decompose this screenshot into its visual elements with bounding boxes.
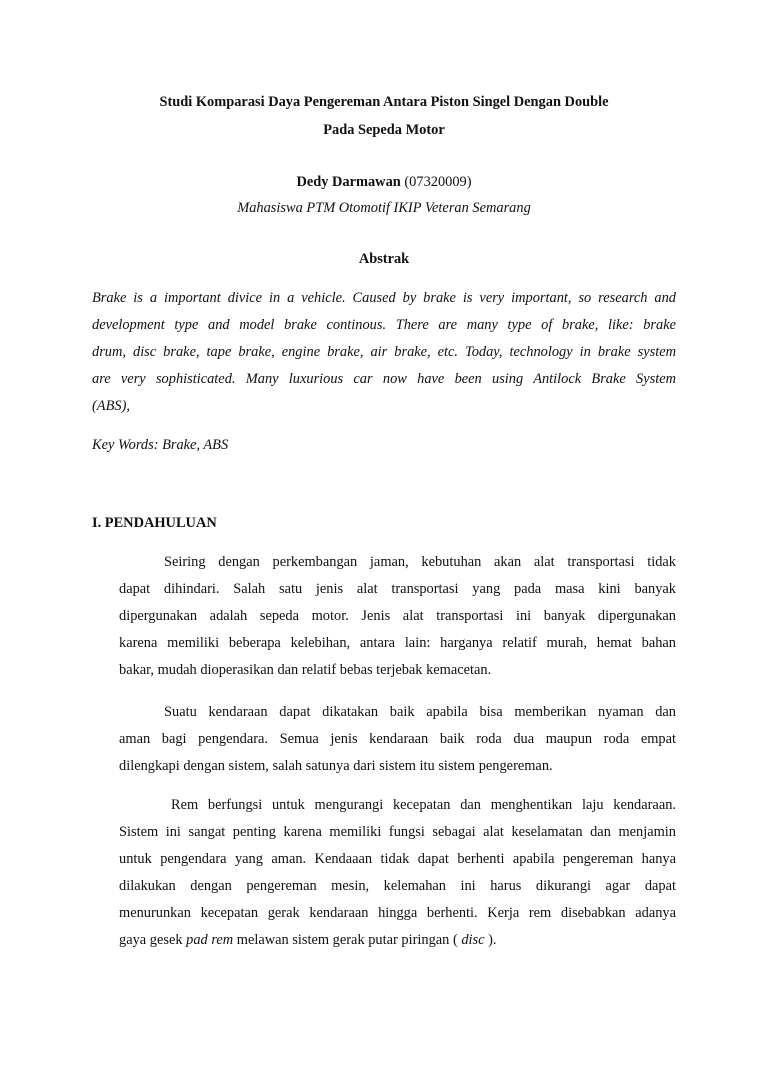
paragraph-line: dilengkapi dengan sistem, salah satunya dari sistem itu sistem pengereman. — [119, 758, 553, 774]
paragraph-line: menurunkan kecepatan gerak kendaraan hingga berhenti. Kerja rem disebabkan adanya — [119, 905, 676, 921]
abstract-line: Brake is a important divice in a vehicle. Caused by brake is very important, so research and — [92, 290, 676, 306]
paragraph-line: dapat dihindari. Salah satu jenis alat transportasi yang pada masa kini banyak — [119, 581, 676, 597]
author-id: (07320009) — [404, 174, 472, 190]
paragraph-line: Sistem ini sangat penting karena memiliki fungsi sebagai alat keselamatan dan menjamin — [119, 824, 676, 840]
text-run: melawan sistem gerak putar piringan ( — [233, 932, 462, 948]
paragraph-line: aman bagi pengendara. Semua jenis kendaraan baik roda dua maupun roda empat — [119, 731, 676, 747]
author-name: Dedy Darmawan — [296, 174, 401, 190]
keywords: Key Words: Brake, ABS — [92, 437, 229, 453]
title-line-1: Studi Komparasi Daya Pengereman Antara Piston Singel Dengan Double — [159, 94, 609, 110]
author-affiliation: Mahasiswa PTM Otomotif IKIP Veteran Semarang — [237, 200, 531, 216]
paragraph-line: Suatu kendaraan dapat dikatakan baik apabila bisa memberikan nyaman dan — [164, 704, 676, 720]
paragraph-line: untuk pengendara yang aman. Kendaaan tidak dapat berhenti apabila pengereman hanya — [119, 851, 676, 867]
abstract-line: drum, disc brake, tape brake, engine brake, air brake, etc. Today, technology in brake system — [92, 344, 676, 360]
abstract-line: development type and model brake continous. There are many type of brake, like: brake — [92, 317, 676, 333]
paragraph-line: dilakukan dengan pengereman mesin, kelemahan ini harus dikurangi agar dapat — [119, 878, 676, 894]
term-disc: disc — [461, 932, 485, 948]
paragraph-line: bakar, mudah dioperasikan dan relatif bebas terjebak kemacetan. — [119, 662, 492, 678]
abstract-heading: Abstrak — [358, 251, 410, 267]
paragraph-line: dipergunakan adalah sepeda motor. Jenis alat transportasi ini banyak dipergunakan — [119, 608, 676, 624]
term-pad-rem: pad rem — [186, 932, 234, 948]
text-run: ). — [484, 932, 497, 948]
paragraph-line: Rem berfungsi untuk mengurangi kecepatan dan menghentikan laju kendaraan. — [171, 797, 676, 813]
author-line — [0, 173, 768, 191]
text-run: gaya gesek — [119, 932, 187, 948]
abstract-line: are very sophisticated. Many luxurious car now have been using Antilock Brake System — [92, 371, 676, 387]
paragraph-line-last — [119, 931, 497, 949]
paragraph-line: Seiring dengan perkembangan jaman, kebutuhan akan alat transportasi tidak — [164, 554, 676, 570]
paragraph-line: karena memiliki beberapa kelebihan, antara lain: harganya relatif murah, hemat bahan — [119, 635, 676, 651]
abstract-line: (ABS), — [92, 398, 130, 414]
section-heading: I. PENDAHULUAN — [92, 515, 217, 531]
title-line-2: Pada Sepeda Motor — [323, 122, 445, 138]
